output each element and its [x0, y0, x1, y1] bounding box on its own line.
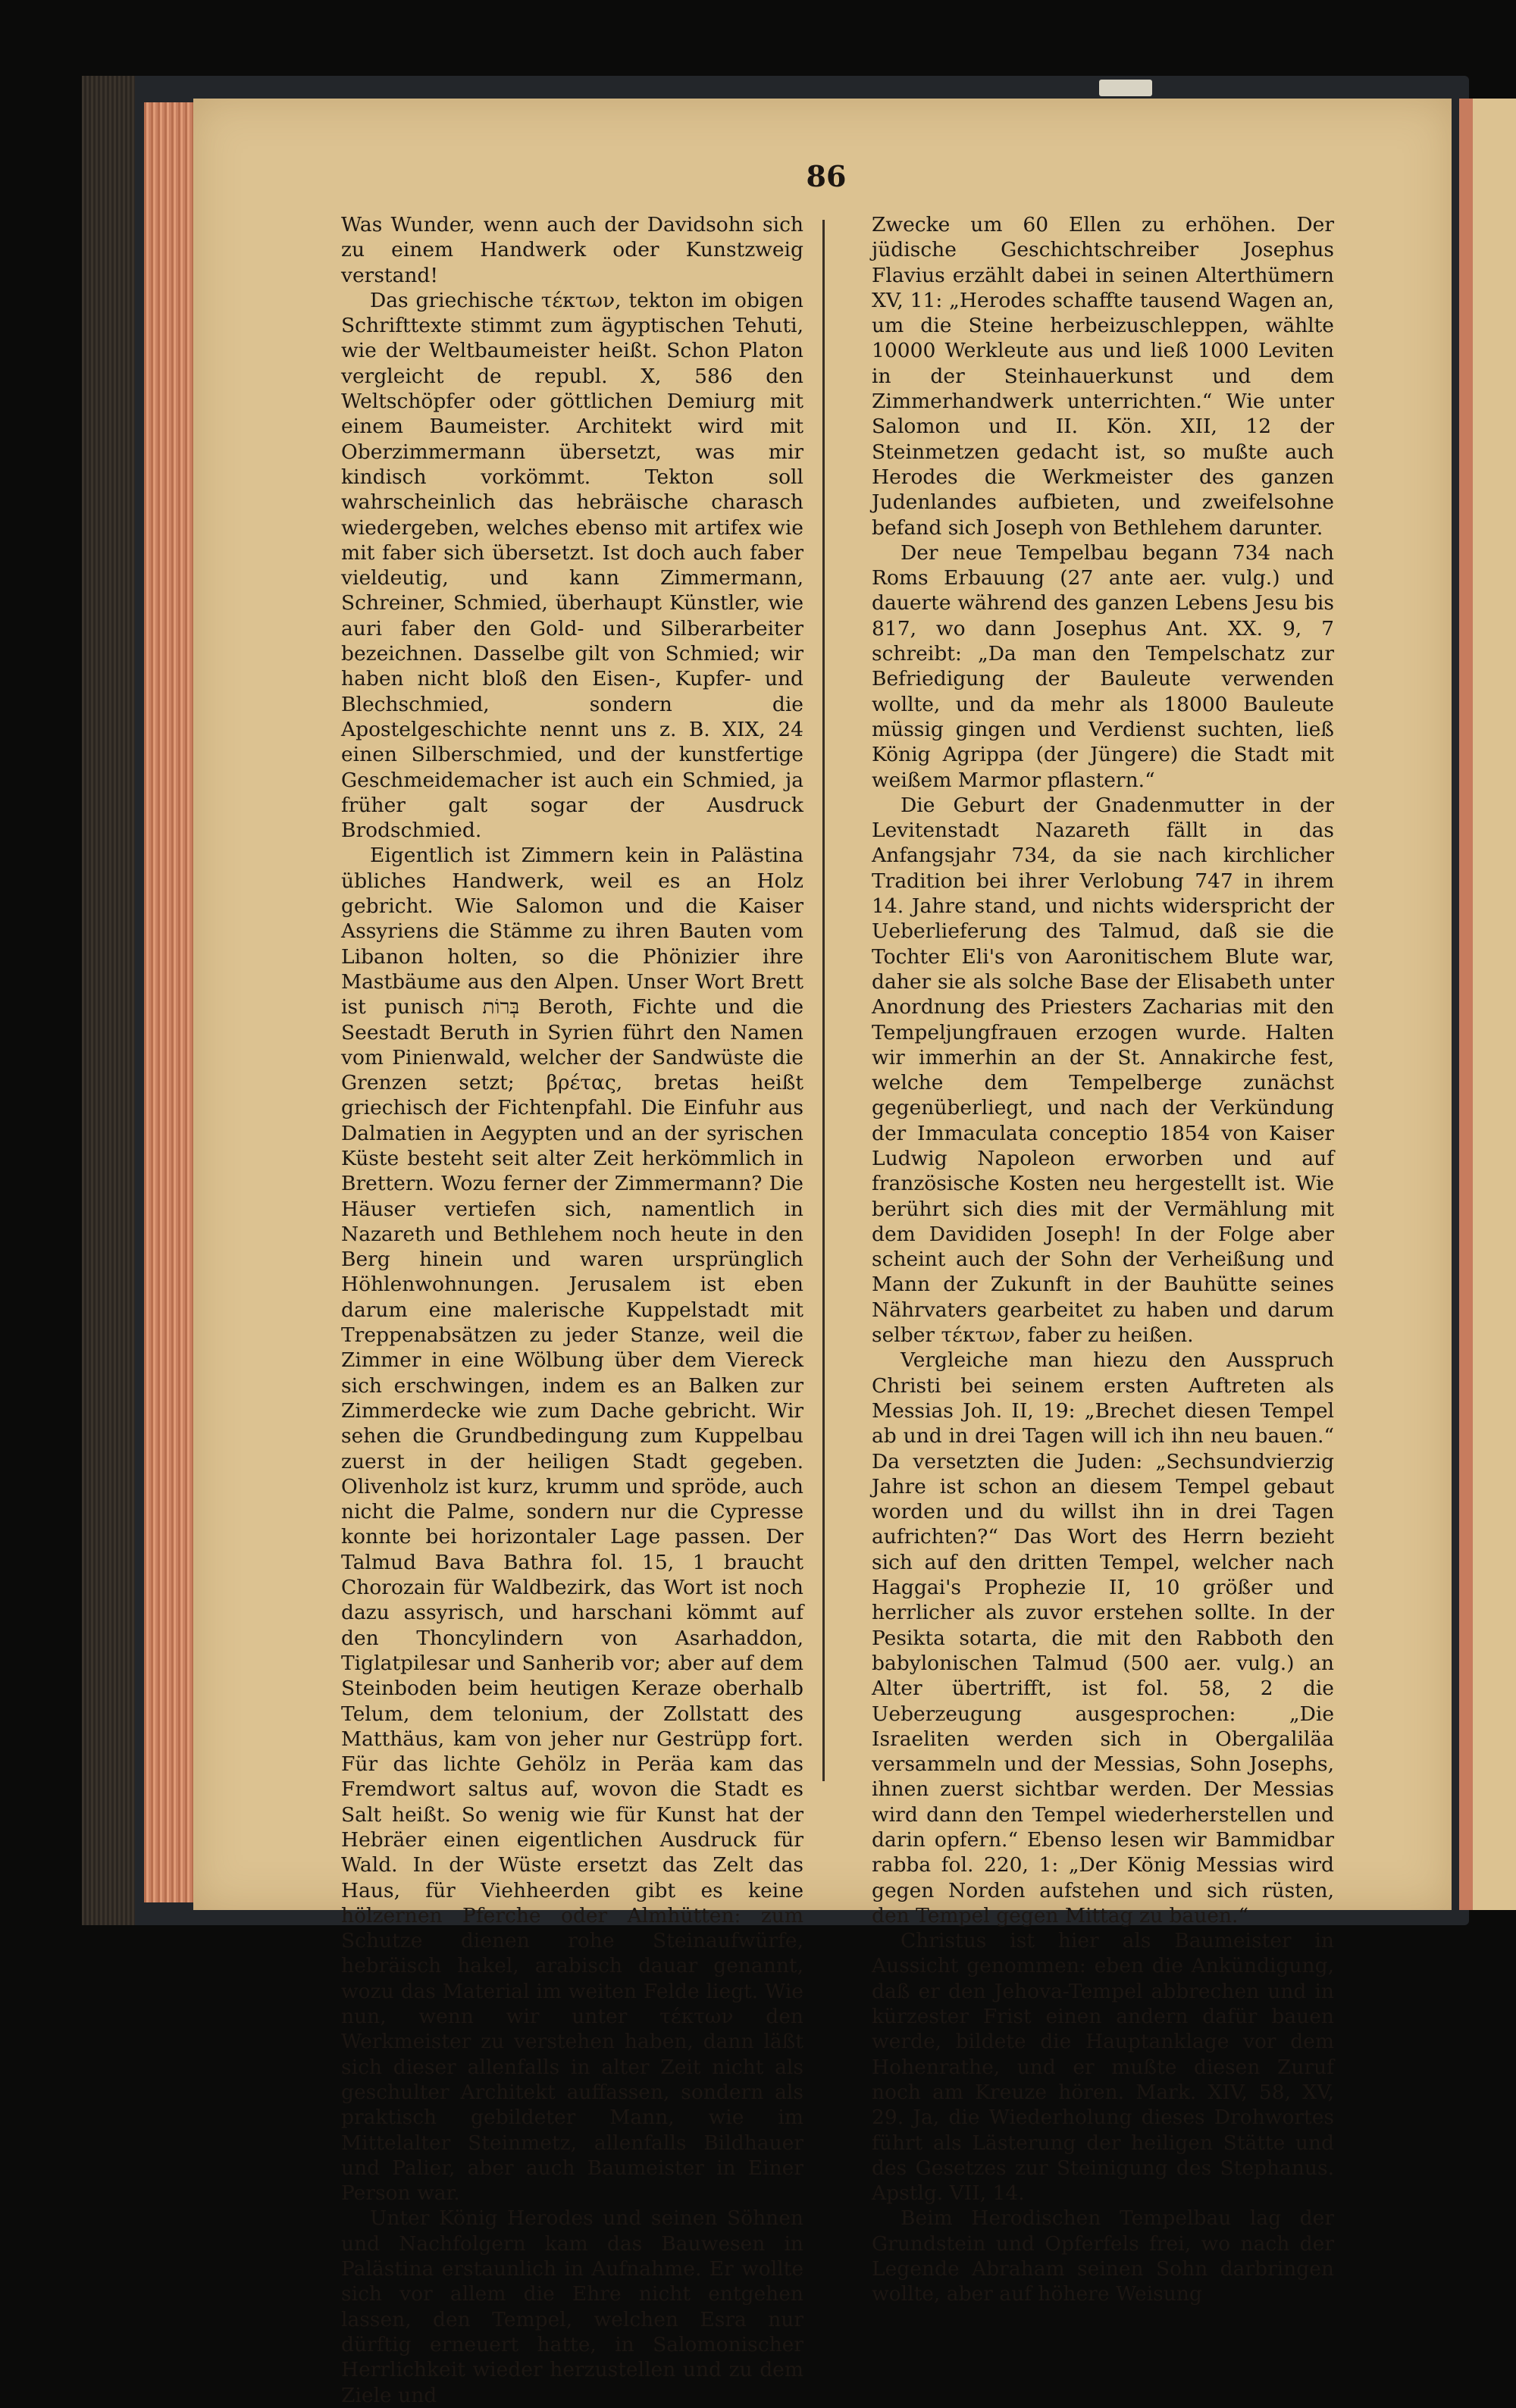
paragraph: Beim Herodischen Tempelbau lag der Grundstein und Opferfels frei, wo nach der Legende Abraham seinen Sohn darbringen wollte, aber auf höhere Weisung [872, 2206, 1334, 2306]
column-divider [822, 220, 825, 1781]
page-number: 86 [806, 159, 847, 193]
left-column [341, 212, 803, 2408]
paragraph: Was Wunder, wenn auch der Davidsohn sich zu einem Handwerk oder Kunstzweig verstand! [341, 213, 803, 287]
paragraph: Die Geburt der Gnadenmutter in der Levitenstadt Nazareth fällt in das Anfangsjahr 734, da sie nach kirchlicher Tradition bei ihrer Verlobung 747 in ihrem 14. Jahre stand, und nichts widerspricht der Ueberlieferung des Talmud, daß sie die Tochter Eli's von Aaronitischem Blute war, daher sie als solche Base der Elisabeth unter Anordnung des Priesters Zacharias mit den Tempeljungfrauen erzogen wurde. Halten wir immerhin an der St. Annakirche fest, welche dem Tempelberge zunächst gegenüberliegt, und nach der Verkündung der Immaculata conceptio 1854 von Kaiser Ludwig Napoleon erworben und auf französische Kosten neu hergestellt ist. Wie berührt sich dies mit der Vermählung mit dem Davididen Joseph! In der Folge aber scheint auch der Sohn der Verheißung und Mann der Zukunft in der Bauhütte seines Nährvaters gearbeitet zu haben und darum selber τέκτων, faber zu heißen. [872, 793, 1334, 1348]
paragraph: Zwecke um 60 Ellen zu erhöhen. Der jüdische Geschichtschreiber Josephus Flavius erzählt dabei in seinen Alterthümern XV, 11: „Herodes schaffte tausend Wagen an, um die Steine herbeizuschleppen, wählte 10000 Werkleute aus und ließ 1000 Leviten in der Steinhauerkunst und dem Zimmerhandwerk unterrichten.“ Wie unter Salomon und II. Kön. XII, 12 der Steinmetzen gedacht ist, so mußte auch Herodes die Werkmeister des ganzen Judenlandes aufbieten, und zweifelsohne befand sich Joseph von Bethlehem darunter. [872, 213, 1334, 540]
paragraph: Unter König Herodes und seinen Söhnen und Nachfolgern kam das Bauwesen in Palästina erstaunlich in Aufnahme. Er wollte sich vor allem die Ehre nicht entgehen lassen, den Tempel, welchen Esra nur dürftig erneuert hatte, in Salomonischer Herrlichkeit wieder herzustellen und zu dem Ziele und [341, 2206, 803, 2407]
paragraph: Christus ist hier als Baumeister in Aussicht genommen: eben die Ankündigung, daß er den Jehova-Tempel abbrechen und in kürzester Frist einen andern dafür bauen werde, bildete die Hauptanklage vor dem Hohenrathe, und er mußte diesen Zuruf noch am Kreuze hören. Mark. XIV, 58, XV, 29. Ja, die Wiederholung dieses Drohwortes führt als Lästerung der heiligen Stätte und des Gesetzes zur Steinigung des Stephanus. Apstlg. VII, 14. [872, 1929, 1334, 2206]
next-page-edge [1459, 99, 1516, 1910]
paragraph: Vergleiche man hiezu den Ausspruch Christi bei seinem ersten Auftreten als Messias Joh. II, 19: „Brechet diesen Tempel ab und in drei Tagen will ich ihn neu bauen.“ Da versetzten die Juden: „Sechsundvierzig Jahre ist schon an diesem Tempel gebaut worden und du willst ihn in drei Tagen aufrichten?“ Das Wort des Herrn bezieht sich auf den dritten Tempel, welcher nach Haggai's Prophezie II, 10 größer und herrlicher als zuvor erstehen sollte. In der Pesikta sotarta, die mit den Rabboth den babylonischen Talmud (500 aer. vulg.) an Alter übertrifft, ist fol. 58, 2 die Ueberzeugung ausgesprochen: „Die Israeliten werden sich in Obergaliläa versammeln und der Messias, Sohn Josephs, ihnen zuerst sichtbar werden. Der Messias wird dann den Tempel wiederherstellen und darin opfern.“ Ebenso lesen wir Bammidbar rabba fol. 220, 1: „Der König Messias wird gegen Norden aufstehen und sich rüsten, den Tempel gegen Mittag zu bauen.“ [872, 1348, 1334, 1927]
book-spine [82, 76, 135, 1925]
paper-tape [1099, 80, 1152, 96]
paragraph: Eigentlich ist Zimmern kein in Palästina übliches Handwerk, weil es an Holz gebricht. Wie Salomon und die Kaiser Assyriens die Stämme zu ihren Bauten vom Libanon holten, so die Phönizier ihre Mastbäume aus den Alpen. Unser Wort Brett ist punisch בְּרוֹת Beroth, Fichte und die Seestadt Beruth in Syrien führt den Namen vom Pinienwald, welcher der Sandwüste die Grenzen setzt; βρέτας, bretas heißt griechisch der Fichtenpfahl. Die Einfuhr aus Dalmatien in Aegypten und an der syrischen Küste besteht seit alter Zeit herkömmlich in Brettern. Wozu ferner der Zimmermann? Die Häuser vertiefen sich, namentlich in Nazareth und Bethlehem noch heute in den Berg hinein und waren ursprünglich Höhlenwohnungen. Jerusalem ist eben darum eine malerische Kuppelstadt mit Treppenabsätzen zu jeder Stanze, weil die Zimmer in eine Wölbung über dem Viereck sich erschwingen, indem es an Balken zur Zimmerdecke wie zum Dache gebricht. Wir sehen die Grundbedingung zum Kuppelbau zuerst in der heiligen Stadt gegeben. Olivenholz ist kurz, krumm und spröde, auch nicht die Palme, sondern nur die Cypresse konnte bei horizontaler Lage passen. Der Talmud Bava Bathra fol. 15, 1 braucht Chorozain für Waldbezirk, das Wort ist noch dazu assyrisch, und harschani kömmt auf den Thoncylindern von Asarhaddon, Tiglatpilesar und Sanherib vor; aber auf dem Steinboden beim heutigen Keraze oberhalb Telum, dem telonium, der Zollstatt des Matthäus, kam von jeher nur Gestrüpp fort. Für das lichte Gehölz in Peräa kam das Fremdwort saltus auf, wovon die Stadt es Salt heißt. So wenig wie für Kunst hat der Hebräer einen eigentlichen Ausdruck für Wald. In der Wüste ersetzt das Zelt das Haus, für Viehheerden gibt es keine hölzernen Pferche oder Almhütten: zum Schutze dienen rohe Steinaufwürfe, hebräisch hakel, arabisch dauar genannt, wozu das Material im weiten Felde liegt. Wie nun, wenn wir unter τέκτων den Werkmeister zu verstehen haben, dann läßt sich dieser allenfalls in alter Zeit nicht als geschulter Architekt auffassen, sondern als praktisch gebildeter Mann, wie im Mittelalter Steinmetz, allenfalls Bildhauer und Palier, aber auch Baumeister in Einer Person war. [341, 844, 803, 2206]
paragraph: Der neue Tempelbau begann 734 nach Roms Erbauung (27 ante aer. vulg.) und dauerte während des ganzen Lebens Jesu bis 817, wo dann Josephus Ant. XX. 9, 7 schreibt: „Da man den Tempelschatz zur Befriedigung der Bauleute verwenden wollte, und da mehr als 18000 Bauleute müssig gingen und Verdienst suchten, ließ König Agrippa (der Jüngere) die Stadt mit weißem Marmor pflastern.“ [872, 540, 1334, 792]
page-edges [144, 102, 197, 1902]
right-column [872, 212, 1334, 2307]
paragraph: Das griechische τέκτων, tekton im obigen Schrifttexte stimmt zum ägyptischen Tehuti, wie der Weltbaumeister heißt. Schon Platon vergleicht de republ. X, 586 den Weltschöpfer oder göttlichen Demiurg mit einem Baumeister. Architekt wird mit Oberzimmermann übersetzt, was mir kindisch vorkömmt. Tekton soll wahrscheinlich das hebräische charasch wiedergeben, welches ebenso mit artifex wie mit faber sich übersetzt. Ist doch auch faber vieldeutig, und kann Zimmermann, Schreiner, Schmied, überhaupt Künstler, wie auri faber den Gold- und Silberarbeiter bezeichnen. Dasselbe gilt von Schmied; wir haben nicht bloß den Eisen-, Kupfer- und Blechschmied, sondern die Apostelgeschichte nennt uns z. B. XIX, 24 einen Silberschmied, und der kunstfertige Geschmeidemacher ist auch ein Schmied, ja früher galt sogar der Ausdruck Brodschmied. [341, 288, 803, 843]
